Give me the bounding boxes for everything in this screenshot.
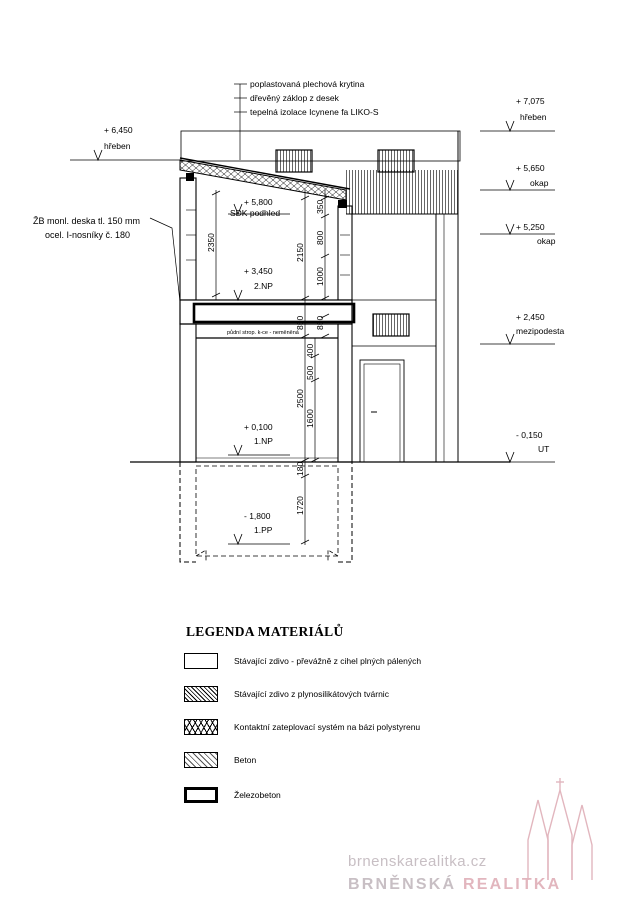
- dim-850a: 850: [295, 315, 305, 330]
- level-eave-2-value: + 5,250: [516, 222, 545, 232]
- level-eave-1-value: + 5,650: [516, 163, 545, 173]
- dim-1600: 1600: [305, 409, 315, 428]
- dim-1720: 1720: [295, 496, 305, 515]
- level-terrain-label: UT: [538, 444, 550, 454]
- level-terrain-value: - 0,150: [516, 430, 543, 440]
- cathedral-logo: [528, 778, 592, 880]
- level-ridge-left-label: hřeben: [104, 141, 131, 151]
- legend-label: Stávající zdivo z plynosilikátových tvárnic: [234, 689, 389, 699]
- legend-label: Beton: [234, 755, 257, 765]
- watermark-brand-1: BRNĚNSKÁ: [348, 876, 457, 893]
- dim-2500: 2500: [295, 389, 305, 408]
- dim-350: 350: [315, 199, 325, 214]
- legend-label: Železobeton: [234, 790, 281, 800]
- legend-item-brick: [184, 650, 421, 672]
- legend-swatch-reinforced: [184, 787, 218, 803]
- level-np2-value: + 3,450: [244, 266, 273, 276]
- level-pp1-label: 1.PP: [254, 525, 273, 535]
- level-eave-1-label: okap: [530, 178, 549, 188]
- legend-swatch-concrete: [184, 752, 218, 768]
- roof-layer-1: poplastovaná plechová krytina: [250, 79, 365, 89]
- watermark-url: brnenskarealitka.cz: [348, 853, 487, 870]
- level-ridge-right-value: + 7,075: [516, 96, 545, 106]
- level-landing-label: mezipodesta: [516, 326, 565, 336]
- ceiling-strip-label: půdní strop. k-ce - neměněná: [227, 330, 299, 336]
- level-pp1-value: - 1,800: [244, 511, 271, 521]
- level-sdk-label: SDK podhled: [230, 208, 281, 218]
- roof-layer-3: tepelná izolace Icynene fa LIKO-S: [250, 107, 379, 117]
- dim-800: 800: [315, 230, 325, 245]
- legend-title: LEGENDA MATERIÁLŮ: [186, 624, 344, 639]
- level-sdk-value: + 5,800: [244, 197, 273, 207]
- dim-400: 400: [305, 343, 315, 358]
- legend-item-reinforced: [184, 784, 281, 806]
- legend-swatch-empty: [184, 653, 218, 669]
- legend-item-insulation: [184, 716, 420, 738]
- level-np1-label: 1.NP: [254, 436, 273, 446]
- slab-note-1: ŽB monl. deska tl. 150 mm: [33, 216, 141, 226]
- level-np2-label: 2.NP: [254, 281, 273, 291]
- legend-swatch-insulation: [184, 719, 218, 735]
- dim-1000: 1000: [315, 267, 325, 286]
- level-ridge-right-label: hřeben: [520, 112, 547, 122]
- level-landing-value: + 2,450: [516, 312, 545, 322]
- legend-label: Stávající zdivo - převážně z cihel plných pálených: [234, 656, 422, 666]
- level-ridge-left-value: + 6,450: [104, 125, 133, 135]
- dim-2150: 2150: [295, 243, 305, 262]
- legend-item-concrete: [184, 749, 256, 771]
- watermark-brand: [348, 876, 561, 894]
- legend-label: Kontaktní zateplovací systém na bázi polystyrenu: [234, 722, 421, 732]
- leader-lines: [150, 84, 247, 302]
- roof-layer-2: dřevěný záklop z desek: [250, 93, 339, 103]
- legend-swatch-hatch: [184, 686, 218, 702]
- dim-850b: 850: [315, 315, 325, 330]
- stair-annex: [181, 131, 460, 462]
- watermark-brand-2: REALITKA: [462, 876, 562, 893]
- dim-180: 180: [295, 461, 305, 476]
- level-eave-2-label: okap: [537, 236, 556, 246]
- level-np1-value: + 0,100: [244, 422, 273, 432]
- dim-500: 500: [305, 365, 315, 380]
- dim-2350: 2350: [206, 233, 216, 252]
- slab-note-2: ocel. I-nosníky č. 180: [45, 230, 131, 240]
- legend-item-aerated: [184, 683, 389, 705]
